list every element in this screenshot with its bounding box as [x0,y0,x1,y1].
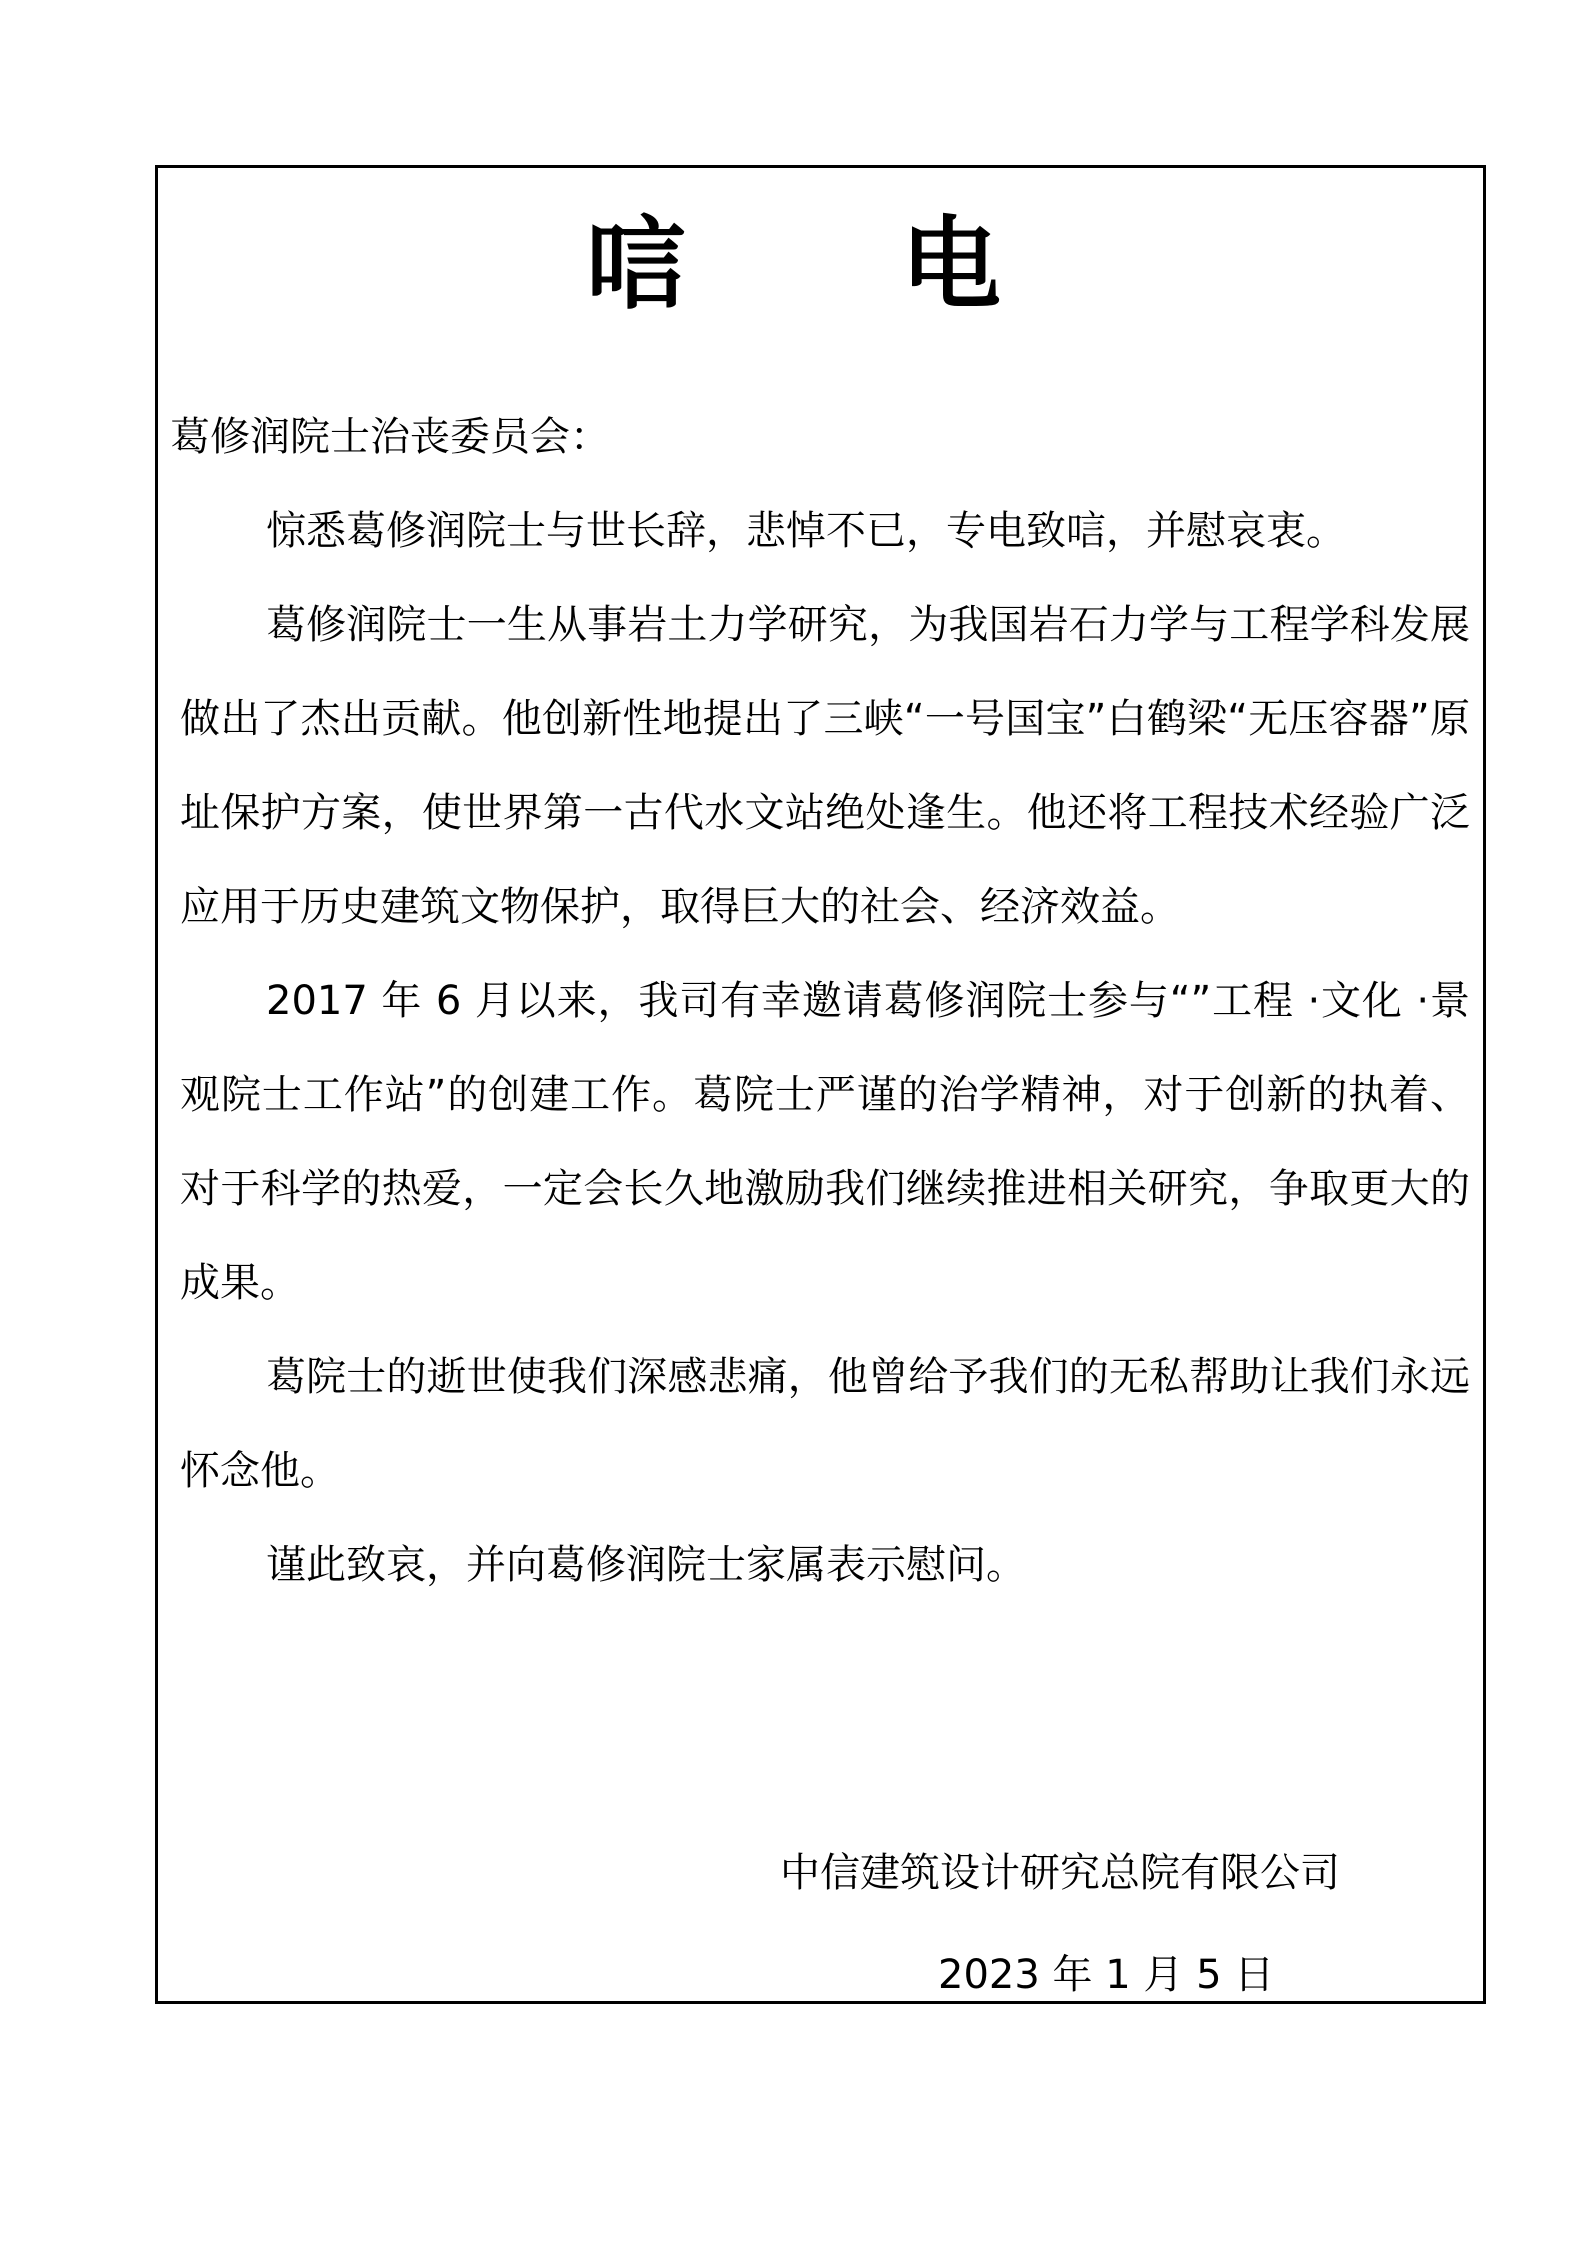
paragraph-3: 2017 年 6 月以来，我司有幸邀请葛修润院士参与“”工程 ·文化 ·景观院士工作站”的创建工作。葛院士严谨的治学精神，对于创新的执着、对于科学的热爱，一定会长久地激励我们继续推进相关研究，争取更大的成果。 [180,978,1470,1306]
paragraph-4: 葛院士的逝世使我们深感悲痛，他曾给予我们的无私帮助让我们永远怀念他。 [180,1354,1470,1494]
paragraph-5: 谨此致哀，并向葛修润院士家属表示慰问。 [266,1542,1026,1588]
paragraph-2: 葛修润院士一生从事岩土力学研究，为我国岩石力学与工程学科发展做出了杰出贡献。他创新性地提出了三峡“一号国宝”白鹤梁“无压容器”原址保护方案，使世界第一古代水文站绝处逢生。他还将工程技术经验广泛应用于历史建筑文物保护，取得巨大的社会、经济效益。 [180,602,1470,930]
document-title: 唁 电 [586,206,1091,323]
paragraph-1: 惊悉葛修润院士与世长辞，悲悼不已，专电致唁，并慰哀衷。 [266,508,1346,554]
document-body [180,484,1470,1612]
salutation: 葛修润院士治丧委员会： [170,414,610,460]
signer-organization: 中信建筑设计研究总院有限公司 [780,1850,1340,1896]
document-date: 2023 年 1 月 5 日 [938,1952,1275,1998]
